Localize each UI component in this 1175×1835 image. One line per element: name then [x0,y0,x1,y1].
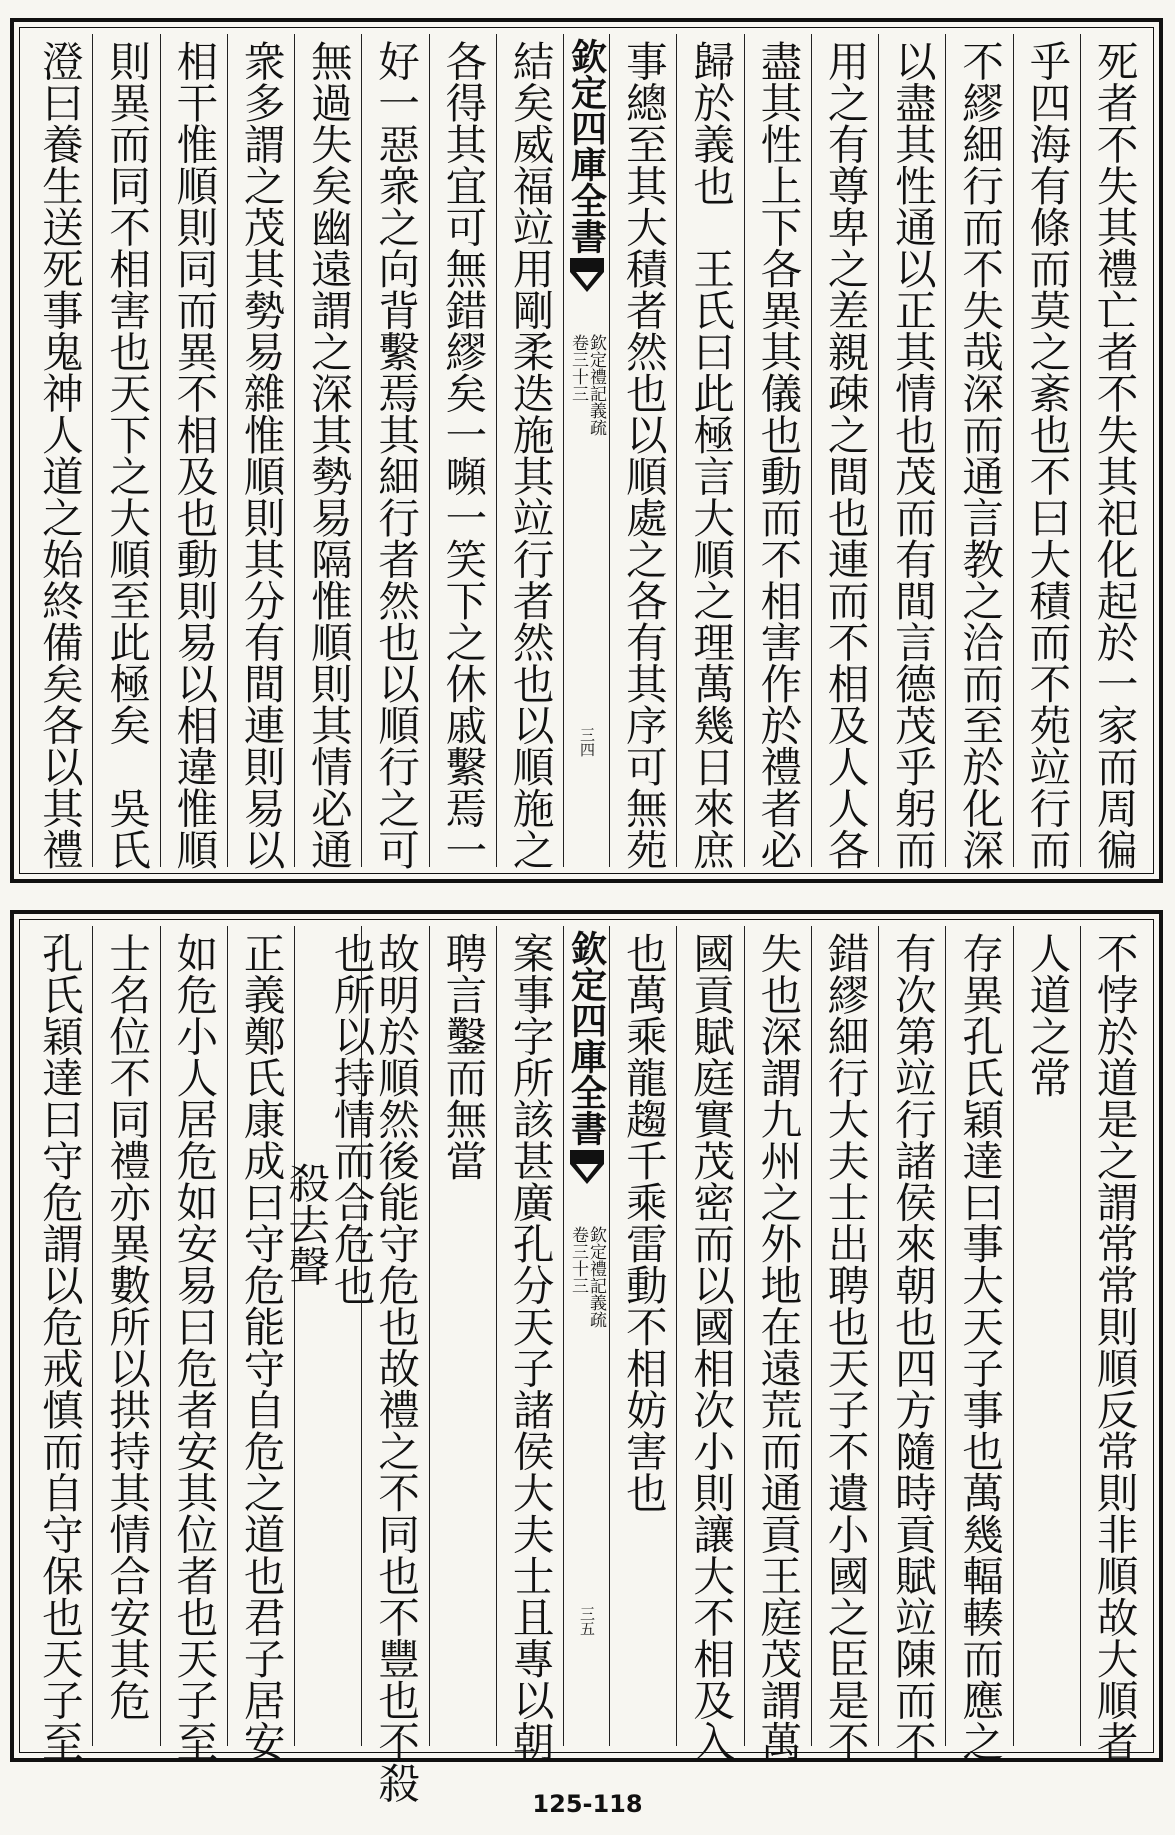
text-column [811,34,878,870]
text-column [361,926,428,1804]
column-text: 衆多謂之茂其勢易雜惟順則其分有間連則易以 [236,40,286,870]
pronunciation-note: 殺去聲 [281,1162,331,1287]
text-column [429,926,496,1746]
column-text: 用之有尊卑之差親疎之間也連而不相及人人各 [820,40,870,870]
column-text: 國貢賦庭實茂密而以國相次小則讓大不相及入 [686,932,736,1762]
page-number: 三五 [578,1606,596,1636]
text-column [945,926,1012,1762]
column-text: 錯繆細行大夫士出聘也天子不遺小國之臣是不 [820,932,870,1762]
page-code: 125-118 [532,1790,643,1818]
column-text: 人道之常 [1022,932,1072,1098]
column-text: 如危小人居危如安易曰危者安其位者也天子至 [169,932,219,1762]
page-number: 三四 [578,727,596,757]
text-column [26,926,92,1762]
top-page-columns [26,34,1147,870]
column-text: 死者不失其禮亡者不失其祀化起於一家而周徧 [1089,40,1139,870]
text-column [609,926,676,1746]
text-column [160,926,227,1762]
column-text: 好一惡衆之向背繫焉其細行者然也以順行之可 [371,40,421,870]
text-column [744,926,811,1762]
fish-tail-mark-icon [570,1150,604,1186]
section-label-group [569,1226,604,1328]
center-gutter [563,34,609,867]
text-column [1013,926,1080,1746]
text-column [496,34,563,870]
column-text: 結矣威福竝用剛柔迭施其竝行者然也以順施之 [505,40,555,870]
text-column [496,926,563,1762]
column-text: 澄曰養生送死事鬼神人道之始終備矣各以其禮 [34,40,84,870]
column-text: 乎四海有條而莫之紊也不曰大積而不苑竝行而 [1022,40,1072,870]
text-column [361,34,428,870]
text-column [744,34,811,870]
text-column [1013,34,1080,870]
text-column [945,34,1012,870]
text-column [1080,34,1147,870]
text-column [429,34,496,870]
fish-tail-mark-icon [570,258,604,294]
column-text: 聘言鑿而無當 [438,932,488,1181]
column-text: 歸於義也 王氏曰此極言大順之理萬幾日來庶 [686,40,736,870]
text-column [160,34,227,870]
text-column [92,34,159,870]
column-text: 事總至其大積者然也以順處之各有其序可無苑 [618,40,668,870]
column-text: 不悖於道是之謂常常則順反常則非順故大順者 [1089,932,1139,1762]
column-text: 也萬乘龍趨千乘雷動不相妨害也 [618,932,668,1513]
text-column [92,926,159,1746]
text-column [609,34,676,870]
column-text: 以盡其性通以正其情也茂而有間言德茂乎躬而 [887,40,937,870]
column-text: 盡其性上下各異其儀也動而不相害作於禮者必 [753,40,803,870]
column-text: 無過失矣幽遠謂之深其勢易隔惟順則其情必通 [303,40,353,870]
column-text: 各得其宜可無錯繆矣一嚬一笑下之休戚繫焉一 [438,40,488,870]
column-text: 相干惟順則同而異不相及也動則易以相違惟順 [169,40,219,870]
top-page-panel [10,18,1163,883]
text-column [676,34,743,870]
book-title: 欽定四庫全書 [565,930,608,1146]
section-label: 欽定禮記義疏 [586,1226,606,1328]
text-column [1080,926,1147,1762]
column-text: 正義鄭氏康成曰守危能守自危之道也君子居安 [236,932,286,1762]
center-gutter [563,926,609,1746]
column-text: 故明於順然後能守危也故禮之不同也不豐也不殺 [371,932,421,1804]
section-label-group [569,334,604,436]
column-text: 也所以持情而合危也 [326,932,376,1306]
column-text: 失也深謂九州之外地在遠荒而通貢王庭茂謂萬 [753,932,803,1762]
volume-label: 卷三十三 [568,1226,588,1294]
text-column [676,926,743,1762]
text-column [227,926,294,1762]
section-label: 欽定禮記義疏 [586,334,606,436]
text-column [811,926,878,1762]
column-text: 案事字所該甚廣孔分天子諸侯大夫士且專以朝 [505,932,555,1762]
column-text: 士名位不同禮亦異數所以拱持其情合安其危 [102,932,152,1721]
text-column [281,926,376,1746]
text-column [227,34,294,870]
text-column [878,926,945,1762]
column-text: 存異孔氏穎達曰事大天子事也萬幾輻輳而應之 [955,932,1005,1762]
book-title: 欽定四庫全書 [565,38,608,254]
column-text: 孔氏穎達曰守危謂以危戒慎而自守保也天子至 [34,932,84,1762]
column-text: 有次第竝行諸侯來朝也四方隨時貢賦竝陳而不 [887,932,937,1762]
text-column [294,34,361,870]
column-text: 則異而同不相害也天下之大順至此極矣 吳氏 [102,40,152,870]
text-column [26,34,92,870]
text-column [878,34,945,870]
volume-label: 卷三十三 [568,334,588,402]
column-text: 不繆細行而不失哉深而通言教之洽而至於化深 [955,40,1005,870]
